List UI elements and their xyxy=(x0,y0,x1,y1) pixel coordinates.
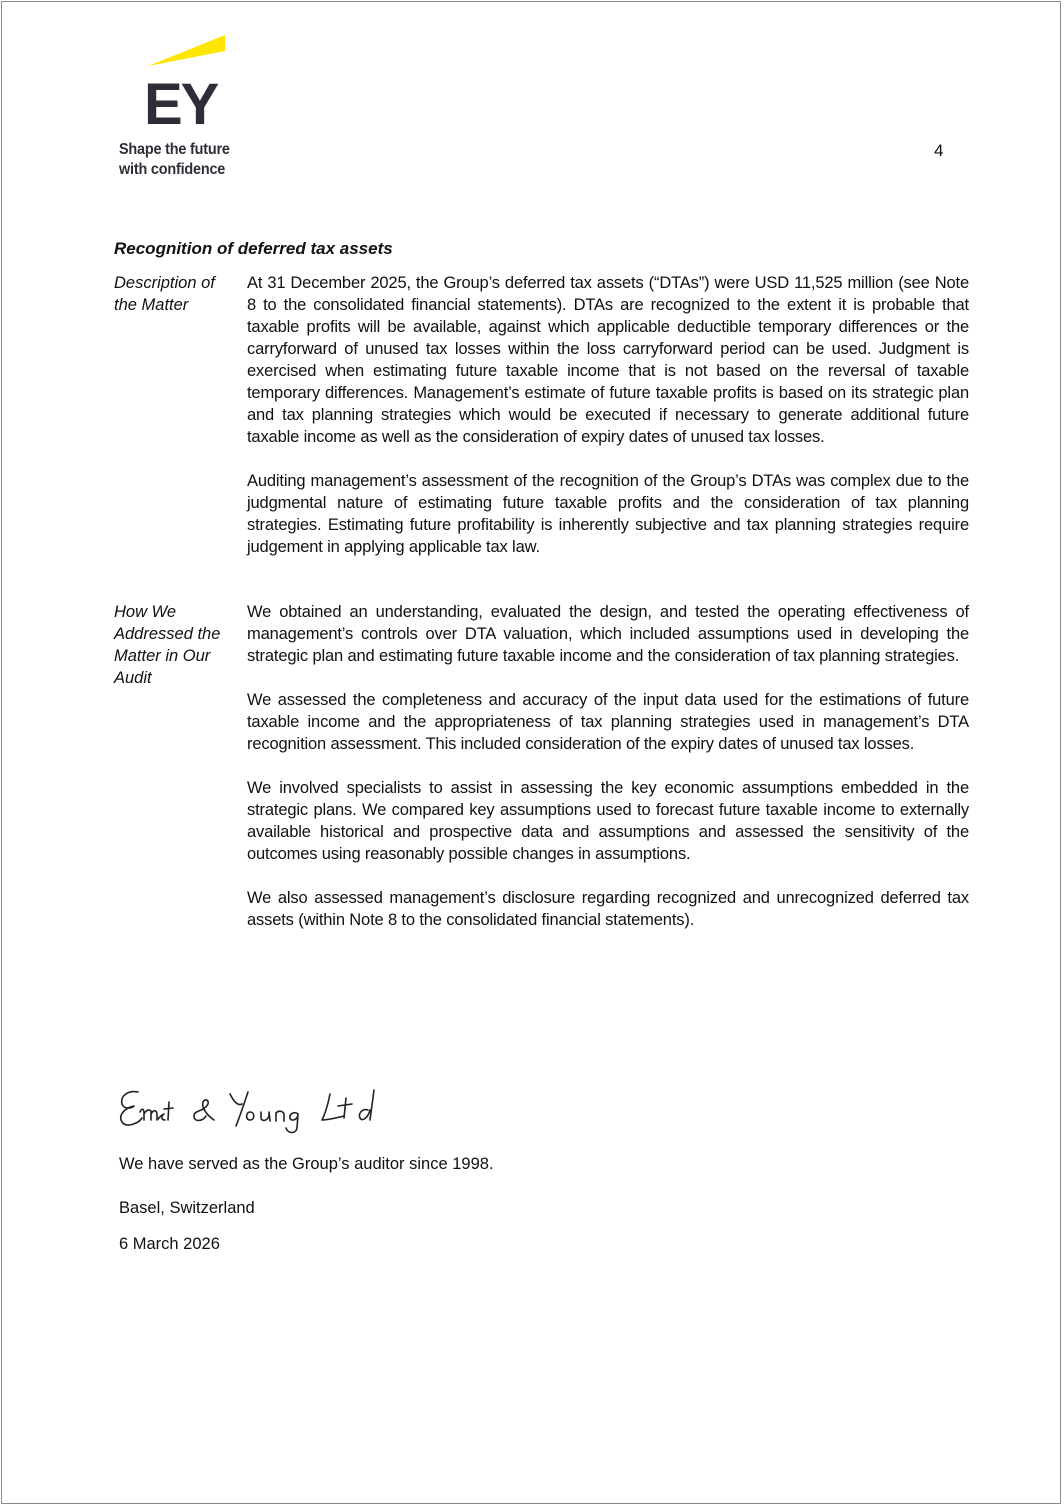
matter-label xyxy=(114,272,239,316)
location: Basel, Switzerland xyxy=(119,1199,255,1217)
matter-label-line: Addressed the xyxy=(114,625,221,643)
matter-body xyxy=(247,601,969,953)
matter-label-line: the Matter xyxy=(114,296,189,314)
paragraph: We obtained an understanding, evaluated the design, and tested the operating effectiveness of management’s controls over DTA valuation, which included assumptions used in developing the strategic plan and estimating future taxable income and the consideration of tax planning strategies. xyxy=(247,603,969,665)
logo-text: EY xyxy=(144,72,218,134)
date: 6 March 2026 xyxy=(119,1235,220,1253)
tagline-line-1: Shape the future xyxy=(119,141,230,158)
matter-label-line: Audit xyxy=(114,669,152,687)
page-number: 4 xyxy=(934,141,944,160)
tagline-line-2: with confidence xyxy=(119,161,226,178)
paragraph: At 31 December 2025, the Group’s deferred tax assets (“DTAs”) were USD 11,525 million (see Note 8 to the consolidated financial statements). DTAs are recognized to the extent it is probable that taxable profits will be available, against which applicable deductible temporary differences or the carryforward of unused tax losses within the loss carryforward period can be used. Judgment is exercised when estimating future taxable income that is not based on the reversal of taxable temporary differences. Management’s estimate of future taxable profits is based on its strategic plan and tax planning strategies which would be executed if necessary to generate additional future taxable income as well as the consideration of expiry dates of unused tax losses. xyxy=(247,274,969,446)
matter-label xyxy=(114,601,239,689)
paragraph: We also assessed management’s disclosure regarding recognized and unrecognized deferred tax assets (within Note 8 to the consolidated financial statements). xyxy=(247,889,969,929)
section-title: Recognition of deferred tax assets xyxy=(114,239,393,258)
matter-label-line: How We xyxy=(114,603,177,621)
auditor-since: We have served as the Group’s auditor since 1998. xyxy=(119,1155,494,1173)
paragraph: We assessed the completeness and accuracy of the input data used for the estimations of future taxable income and the appropriateness of tax planning strategies used in management’s DTA recognition assessment. This included consideration of the expiry dates of unused tax losses. xyxy=(247,691,969,753)
matter-label-line: Description of xyxy=(114,274,215,292)
paragraph: We involved specialists to assist in assessing the key economic assumptions embedded in the strategic plans. We compared key assumptions used to forecast future taxable income to externally available historical and prospective data and assumptions and assessed the sensitivity of the outcomes using reasonably possible changes in assumptions. xyxy=(247,779,969,863)
tagline xyxy=(119,140,230,180)
matter-label-line: Matter in Our xyxy=(114,647,211,665)
matter-body xyxy=(247,272,969,580)
signature-icon xyxy=(116,1082,396,1138)
paragraph: Auditing management’s assessment of the recognition of the Group’s DTAs was complex due to the judgmental nature of estimating future taxable profits and the consideration of tax planning strategies. Estimating future profitability is inherently subjective and tax planning strategies require judgement in applying applicable tax law. xyxy=(247,472,969,556)
